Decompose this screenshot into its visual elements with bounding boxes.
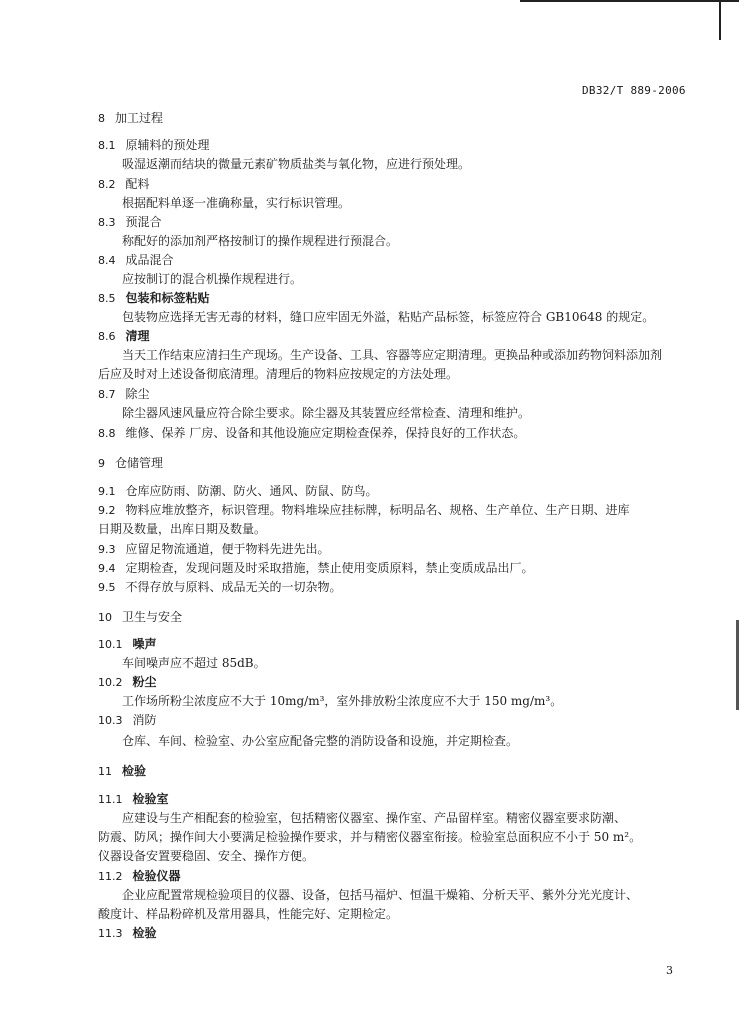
subsection-9-4: 9.4 定期检查，发现问题及时采取措施，禁止使用变质原料，禁止变质成品出厂。 <box>98 561 534 575</box>
paragraph-line: 除尘器风速风量应符合除尘要求。除尘器及其装置应经常检查、清理和维护。 <box>122 406 531 420</box>
subsection-8-1: 8.1 原辅料的预处理 <box>98 138 210 152</box>
paragraph-line: 根据配料单逐一准确称量，实行标识管理。 <box>122 196 351 210</box>
paragraph-line: 工作场所粉尘浓度应不大于 10mg/m³，室外排放粉尘浓度应不大于 150 mg/m³。 <box>122 694 563 708</box>
subsection-8-7: 8.7 除尘 <box>98 387 150 401</box>
subsection-9-5: 9.5 不得存放与原料、成品无关的一切杂物。 <box>98 580 342 594</box>
subsection-8-4: 8.4 成品混合 <box>98 253 174 267</box>
subsection-8-6: 8.6 清理 <box>98 329 150 343</box>
subsection-9-2: 9.2 物料应堆放整齐，标识管理。物料堆垛应挂标牌，标明品名、规格、生产单位、生产日期、进库 <box>98 503 630 517</box>
section-heading-9: 9 仓储管理 <box>98 456 164 470</box>
page-number: 3 <box>666 964 673 977</box>
subsection-11-1: 11.1 检验室 <box>98 792 169 806</box>
scan-edge-top <box>520 0 739 8</box>
section-heading-8: 8 加工过程 <box>98 111 164 125</box>
subsection-10-2: 10.2 粉尘 <box>98 675 157 689</box>
paragraph-line: 应按制订的混合机操作规程进行。 <box>122 272 303 286</box>
subsection-8-2: 8.2 配料 <box>98 177 150 191</box>
paragraph-line: 仪器设备安置要稳固、安全、操作方便。 <box>98 849 315 863</box>
subsection-8-5: 8.5 包装和标签粘贴 <box>98 291 210 305</box>
paragraph-line: 称配好的添加剂严格按制订的操作规程进行预混合。 <box>122 234 399 248</box>
paragraph-line: 防震、防风；操作间大小要满足检验操作要求，并与精密仪器室衔接。检验室总面积应不小于 50 m²。 <box>98 830 642 844</box>
paragraph-line: 包装物应选择无害无毒的材料，缝口应牢固无外溢，粘贴产品标签，标签应符合 GB10648 的规定。 <box>122 310 655 324</box>
section-heading-11: 11 检验 <box>98 764 147 778</box>
subsection-8-8: 8.8 维修、保养 厂房、设备和其他设施应定期检查保养，保持良好的工作状态。 <box>98 426 526 440</box>
standard-code: DB32/T 889-2006 <box>582 84 686 97</box>
paragraph-line: 应建设与生产相配套的检验室，包括精密仪器室、操作室、产品留样室。精密仪器室要求防潮、 <box>122 811 627 825</box>
subsection-11-3: 11.3 检验 <box>98 926 157 940</box>
subsection-11-2: 11.2 检验仪器 <box>98 869 181 883</box>
subsection-8-3: 8.3 预混合 <box>98 215 162 229</box>
paragraph-line: 日期及数量，出库日期及数量。 <box>98 522 267 536</box>
subsection-10-3: 10.3 消防 <box>98 713 157 727</box>
paragraph-line: 当天工作结束应清扫生产现场。生产设备、工具、容器等应定期清理。更换品种或添加药物饲料添加剂 <box>122 348 663 362</box>
paragraph-line: 后应及时对上述设备彻底清理。清理后的物料应按规定的方法处理。 <box>98 367 459 381</box>
paragraph-line: 车间噪声应不超过 85dB。 <box>122 656 266 670</box>
subsection-10-1: 10.1 噪声 <box>98 637 157 651</box>
paragraph-line: 仓库、车间、检验室、办公室应配备完整的消防设备和设施，并定期检查。 <box>122 734 519 748</box>
subsection-9-3: 9.3 应留足物流通道，便于物料先进先出。 <box>98 542 330 556</box>
paragraph-line: 酸度计、样品粉碎机及常用器具，性能完好、定期检定。 <box>98 907 399 921</box>
scan-edge-right <box>719 0 721 40</box>
paragraph-line: 企业应配置常规检验项目的仪器、设备，包括马福炉、恒温干燥箱、分析天平、紫外分光光度计、 <box>122 888 639 902</box>
subsection-9-1: 9.1 仓库应防雨、防潮、防火、通风、防鼠、防鸟。 <box>98 484 378 498</box>
section-heading-10: 10 卫生与安全 <box>98 610 183 624</box>
paragraph-line: 吸湿返潮而结块的微量元素矿物质盐类与氧化物，应进行预处理。 <box>122 157 471 171</box>
